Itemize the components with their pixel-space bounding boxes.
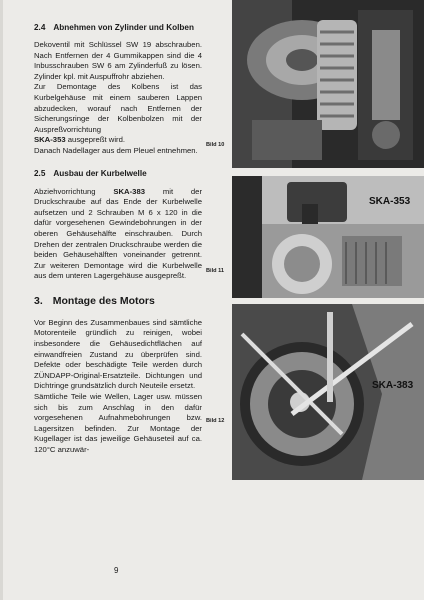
paragraph-text: mit der Druckschraube auf das Ende der Kurbelwelle aufsetzen und 2 Schrauben M 6 x 120 in die dafür vorgesehenen Gewindebohrungen in der oberen Gehäusehälfte einschrauben. Durch Drehen der zentralen Druckschraube werden die beiden Gehäusehälften voneinander getrennt. Zur weiteren Demontage wird die Kurbelwelle aus dem unteren Lagergehäuse ausgepreßt. [34,186,203,281]
figure-caption-10: Bild 10 [206,142,225,148]
figure-caption-12: Bild 12 [206,418,225,424]
section-heading-2-4 [34,22,202,33]
paragraph: Danach Nadellager aus dem Pleuel entnehmen. [34,145,198,155]
paragraph-prefix: Abziehvorrichtung [34,186,96,196]
figure-11-tool-label: SKA-353 [369,196,411,207]
paragraph: Vor Beginn des Zusammenbaues sind sämtliche Motorenteile gründlich zu reinigen, wobei insbesondere die Gehäusedichtflächen auf einwandfreien Zustand zu überprüfen sind. Defekte oder beschädigte Teile werden durch ZÜNDAPP-Original-Ersatzteile. Dichtungen und Dichtringe grundsätzlich durch Neuteile ersetzt. [34,317,202,391]
tool-code: SKA-353 [34,135,66,145]
paragraph [34,187,202,282]
section-title: Montage des Motors [52,294,155,307]
text-column [34,22,202,456]
figure-11-photo [232,176,424,298]
tool-code: SKA-383 [113,186,145,196]
page-edge [0,0,3,600]
section-number: 2.5 [34,168,46,178]
paragraph: Sämtliche Teile wie Wellen, Lager usw. müssen sich bis zum Anschlag in den dafür vorgesehenen Aufnahmebohrungen bzw. Lagersitzen befinden. Zur Montage der Kugellager ist das jeweilige Gehäuseteil auf ca. 120°C anzuwär- [34,392,202,454]
figure-caption-11: Bild 11 [206,268,225,274]
section-title: Ausbau der Kurbelwelle [53,168,147,178]
paragraph [34,135,202,146]
section-number: 3. [34,294,43,307]
figure-12-photo [232,304,424,480]
section-heading-3 [34,294,202,308]
figure-12-tool-label: SKA-383 [372,380,414,391]
paragraph: Dekoventil mit Schlüssel SW 19 abschrauben. Nach Entfernen der 4 Gummikappen sind die 4 Inbusschrauben SW 6 am Zylinderfuß zu lösen. Zylinder kpl. mit Auspuffrohr abziehen. [34,40,202,81]
section-title: Abnehmen von Zylinder und Kolben [53,23,194,32]
section-heading-2-5 [34,168,202,179]
paragraph-text: ausgepreßt wird. [67,135,126,145]
figure-10-photo [232,0,424,168]
page-number: 9 [114,566,119,575]
section-number: 2.4 [34,23,46,32]
paragraph: Zur Demontage des Kolbens ist das Kurbelgehäuse mit einem sauberen Lappen abzudecken, worauf nach Entfernen der Sicherungsringe der Kolbenbolzen mit der Auspreßvorrichtung [34,82,202,134]
